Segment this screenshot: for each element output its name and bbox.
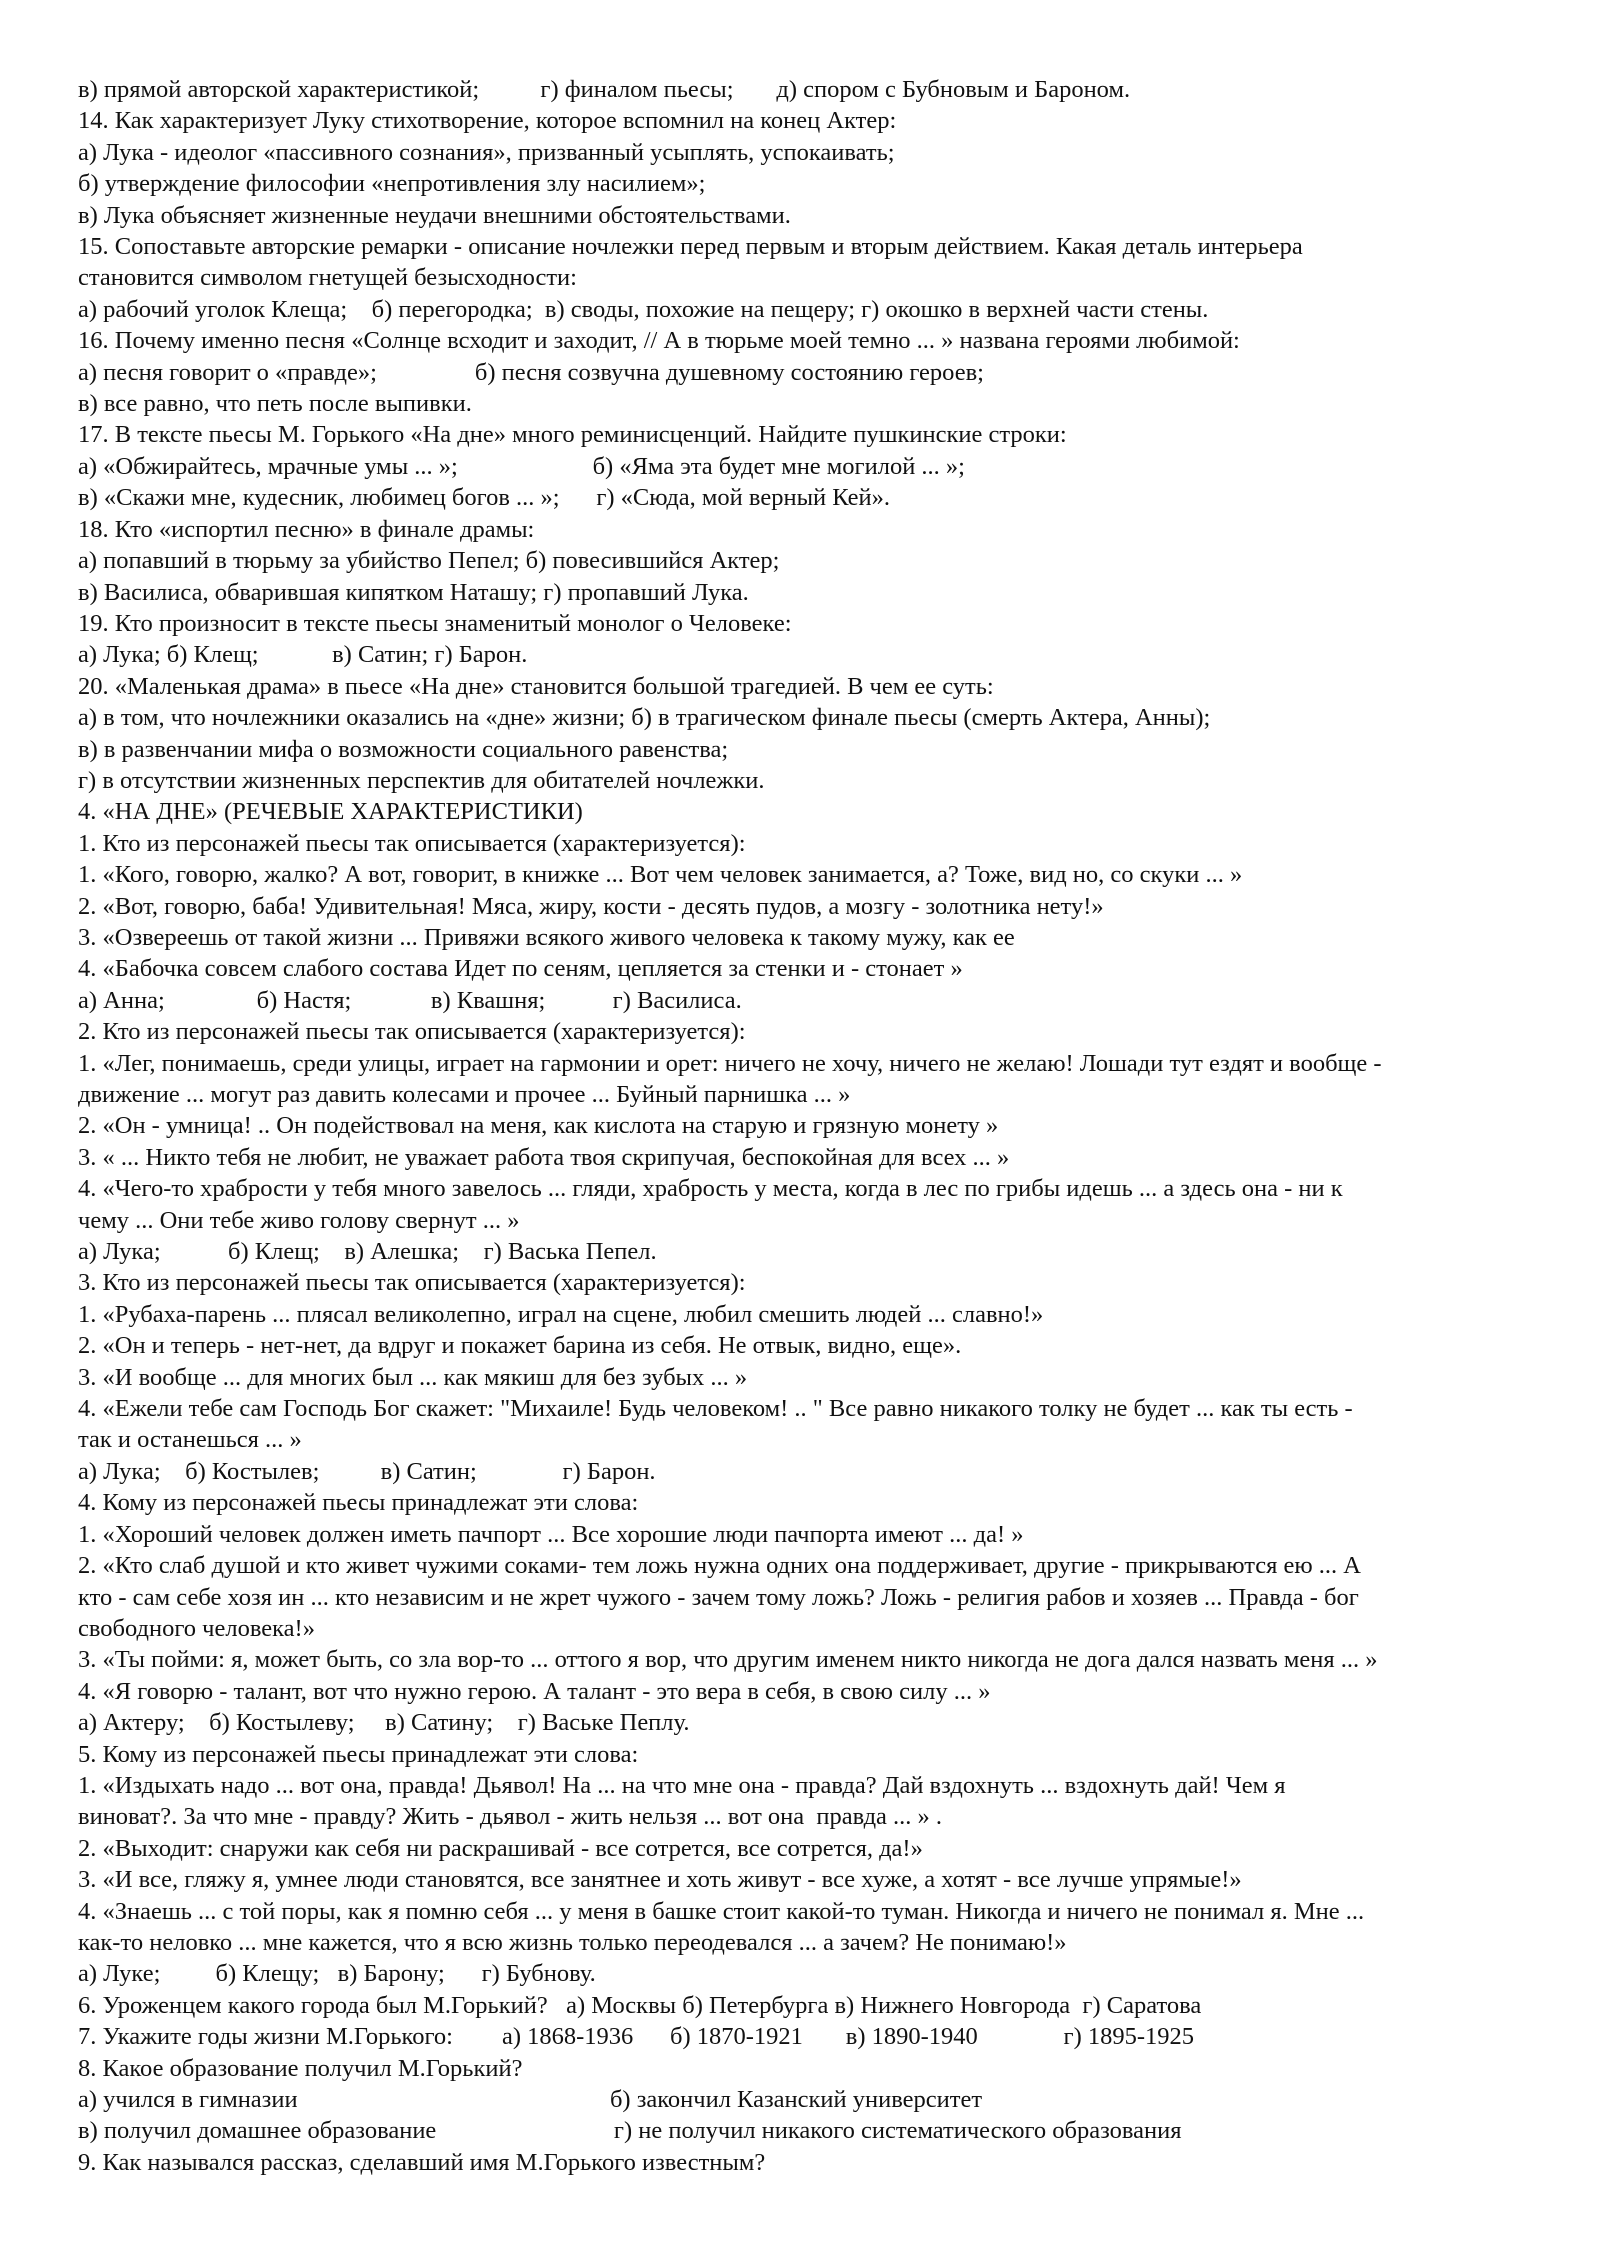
text-line: в) в развенчании мифа о возможности социального равенства; xyxy=(78,735,729,763)
text-line: 14. Как характеризует Луку стихотворение, которое вспомнил на конец Актер: xyxy=(78,107,897,135)
text-line: 4. «Ежели тебе сам Господь Бог скажет: "Михаиле! Будь человеком! .. " Все равно никакого толку не будет ... как ты есть - xyxy=(78,1395,1353,1423)
text-line: 20. «Маленькая драма» в пьесе «На дне» становится большой трагедией. В чем ее суть: xyxy=(78,672,994,700)
text-line: 4. «НА ДНЕ» (РЕЧЕВЫЕ ХАРАКТЕРИСТИКИ) xyxy=(78,798,583,826)
text-line: становится символом гнетущей безысходности: xyxy=(78,264,577,292)
text-line: а) Луке; б) Клещу; в) Барону; г) Бубнову. xyxy=(78,1960,596,1988)
text-line: б) утверждение философии «непротивления злу насилием»; xyxy=(78,170,706,198)
text-line: в) «Скажи мне, кудесник, любимец богов ... »; г) «Сюда, мой верный Кей». xyxy=(78,484,891,512)
text-line: 3. «И все, гляжу я, умнее люди становятся, все занятнее и хоть живут - все хуже, а хотят - все лучше упрямые!» xyxy=(78,1866,1242,1894)
text-line: в) Василиса, обварившая кипятком Наташу; г) пропавший Лука. xyxy=(78,578,749,606)
text-line: свободного человека!» xyxy=(78,1614,315,1642)
text-line: 2. «Выходит: снаружи как себя ни раскрашивай - все сотрется, все сотрется, да!» xyxy=(78,1834,923,1862)
text-line: а) песня говорит о «правде»; б) песня созвучна душевному состоянию героев; xyxy=(78,358,984,386)
text-line: 16. Почему именно песня «Солнце всходит и заходит, // А в тюрьме моей темно ... » названа героями любимой: xyxy=(78,327,1240,355)
text-line: а) Анна; б) Настя; в) Квашня; г) Василиса. xyxy=(78,986,742,1014)
text-line: кто - сам себе хозя ин ... кто независим и не жрет чужого - зачем тому ложь? Ложь - религия рабов и хозяев ... Правда - бог xyxy=(78,1583,1359,1611)
text-line: 9. Как назывался рассказ, сделавший имя М.Горького известным? xyxy=(78,2148,766,2176)
text-line: а) Лука; б) Клещ; в) Сатин; г) Барон. xyxy=(78,641,528,669)
text-line: а) рабочий уголок Клеща; б) перегородка; в) своды, похожие на пещеру; г) окошко в верхней части стены. xyxy=(78,295,1209,323)
text-line: 4. «Бабочка совсем слабого состава Идет по сеням, цепляется за стенки и - стонает » xyxy=(78,955,963,983)
text-line: а) Лука - идеолог «пассивного сознания», призванный усыплять, успокаивать; xyxy=(78,138,895,166)
text-line: чему ... Они тебе живо голову свернут ... » xyxy=(78,1206,520,1234)
text-line: так и останешься ... » xyxy=(78,1426,302,1454)
text-line: 6. Уроженцем какого города был М.Горький? а) Москвы б) Петербурга в) Нижнего Новгорода г) Саратова xyxy=(78,1991,1202,2019)
text-line: виноват?. За что мне - правду? Жить - дьявол - жить нельзя ... вот она правда ... » . xyxy=(78,1803,943,1831)
text-line: а) в том, что ночлежники оказались на «дне» жизни; б) в трагическом финале пьесы (смерть Актера, Анны); xyxy=(78,704,1211,732)
text-line: 4. «Чего-то храбрости у тебя много завелось ... гляди, храбрость у места, когда в лес по грибы идешь ... а здесь она - ни к xyxy=(78,1175,1343,1203)
text-line: 1. «Издыхать надо ... вот она, правда! Дьявол! На ... на что мне она - правда? Дай вздохнуть ... вздохнуть дай! Чем я xyxy=(78,1771,1286,1799)
text-line: 3. «Ты пойми: я, может быть, со зла вор-то ... оттого я вор, что другим именем никто никогда не дога дался назвать меня ... » xyxy=(78,1646,1378,1674)
text-line: 18. Кто «испортил песню» в финале драмы: xyxy=(78,515,535,543)
text-line: 2. Кто из персонажей пьесы так описывается (характеризуется): xyxy=(78,1018,746,1046)
text-line: а) Лука; б) Клещ; в) Алешка; г) Васька Пепел. xyxy=(78,1238,657,1266)
text-line: г) в отсутствии жизненных перспектив для обитателей ночлежки. xyxy=(78,766,765,794)
text-line: 8. Какое образование получил М.Горький? xyxy=(78,2054,523,2082)
text-line: 3. Кто из персонажей пьесы так описывается (характеризуется): xyxy=(78,1269,746,1297)
text-line: в) получил домашнее образование г) не получил никакого систематического образования xyxy=(78,2117,1182,2145)
text-line: 1. «Кого, говорю, жалко? А вот, говорит, в книжке ... Вот чем человек занимается, а? Тоже, вид но, со скуки ... » xyxy=(78,861,1243,889)
text-line: 2. «Он - умница! .. Он подействовал на меня, как кислота на старую и грязную монету » xyxy=(78,1112,999,1140)
text-line: 4. «Знаешь ... с той поры, как я помню себя ... у меня в башке стоит какой-то туман. Никогда и ничего не понимал я. Мне ... xyxy=(78,1897,1365,1925)
text-line: 2. «Кто слаб душой и кто живет чужими соками- тем ложь нужна одних она поддерживает, другие - прикрываются ею ... А xyxy=(78,1552,1361,1580)
text-line: а) попавший в тюрьму за убийство Пепел; б) повесившийся Актер; xyxy=(78,547,780,575)
text-line: 3. « ... Никто тебя не любит, не уважает работа твоя скрипучая, беспокойная для всех ... » xyxy=(78,1143,1010,1171)
text-line: 15. Сопоставьте авторские ремарки - описание ночлежки перед первым и вторым действием. Какая деталь интерьера xyxy=(78,233,1303,261)
text-line: как-то неловко ... мне кажется, что я всю жизнь только переодевался ... а зачем? Не понимаю!» xyxy=(78,1928,1067,1956)
text-line: 2. «Вот, говорю, баба! Удивительная! Мяса, жиру, кости - десять пудов, а мозгу - золотника нету!» xyxy=(78,892,1104,920)
text-line: 5. Кому из персонажей пьесы принадлежат эти слова: xyxy=(78,1740,639,1768)
text-line: 1. «Хороший человек должен иметь пачпорт ... Все хорошие люди пачпорта имеют ... да! » xyxy=(78,1520,1024,1548)
text-line: 1. «Лег, понимаешь, среди улицы, играет на гармонии и орет: ничего не хочу, ничего не желаю! Лошади тут ездят и вообще - xyxy=(78,1049,1382,1077)
text-line: 1. «Рубаха-парень ... плясал великолепно, играл на сцене, любил смешить людей ... славно!» xyxy=(78,1300,1044,1328)
text-line: а) Лука; б) Костылев; в) Сатин; г) Барон. xyxy=(78,1457,656,1485)
text-line: а) учился в гимназии б) закончил Казанский университет xyxy=(78,2086,983,2113)
text-line: в) прямой авторской характеристикой; г) финалом пьесы; д) спором с Бубновым и Бароном. xyxy=(78,76,1131,103)
text-line: в) Лука объясняет жизненные неудачи внешними обстоятельствами. xyxy=(78,201,791,229)
text-line: 1. Кто из персонажей пьесы так описывается (характеризуется): xyxy=(78,829,746,857)
text-line: 7. Укажите годы жизни М.Горького: а) 1868-1936 б) 1870-1921 в) 1890-1940 г) 1895-1925 xyxy=(78,2023,1195,2051)
text-line: 19. Кто произносит в тексте пьесы знаменитый монолог о Человеке: xyxy=(78,609,792,637)
text-line: 3. «И вообще ... для многих был ... как мякиш для без зубых ... » xyxy=(78,1363,748,1391)
text-line: 3. «Озвереешь от такой жизни ... Привяжи всякого живого человека к такому мужу, как ее xyxy=(78,923,1015,951)
text-line: 2. «Он и теперь - нет-нет, да вдруг и покажет барина из себя. Не отвык, видно, еще». xyxy=(78,1332,962,1360)
text-line: 17. В тексте пьесы М. Горького «На дне» много реминисценций. Найдите пушкинские строки: xyxy=(78,421,1067,449)
text-line: 4. Кому из персонажей пьесы принадлежат эти слова: xyxy=(78,1489,639,1517)
text-line: в) все равно, что петь после выпивки. xyxy=(78,390,472,418)
text-line: а) Актеру; б) Костылеву; в) Сатину; г) Ваське Пеплу. xyxy=(78,1709,690,1737)
text-line: а) «Обжирайтесь, мрачные умы ... »; б) «Яма эта будет мне могилой ... »; xyxy=(78,452,965,480)
text-line: движение ... могут раз давить колесами и прочее ... Буйный парнишка ... » xyxy=(78,1081,851,1108)
text-line: 4. «Я говорю - талант, вот что нужно герою. А талант - это вера в себя, в свою силу ... » xyxy=(78,1677,991,1705)
